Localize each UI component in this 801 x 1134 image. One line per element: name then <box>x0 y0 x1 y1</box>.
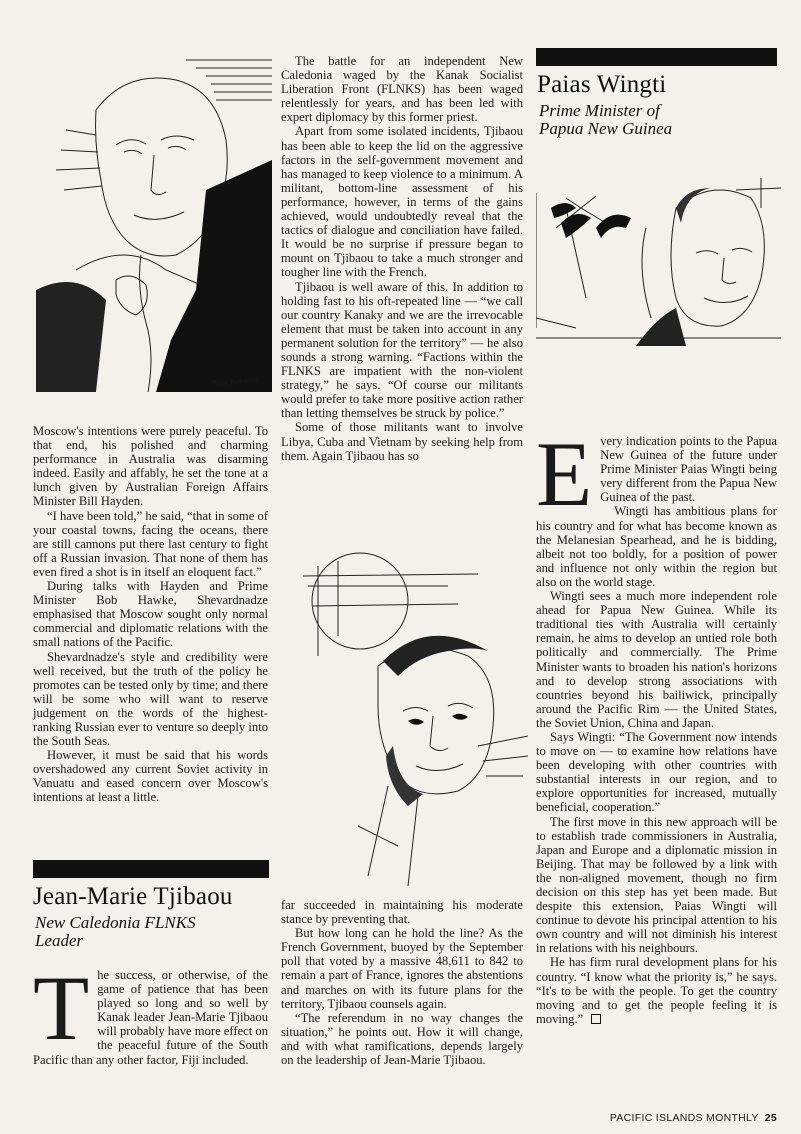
end-mark-icon <box>591 1014 601 1024</box>
tjibaou-portrait-illustration <box>298 546 528 896</box>
publication-name: PACIFIC ISLANDS MONTHLY <box>609 1112 759 1124</box>
tjibaou-intro <box>33 957 268 1067</box>
profile-role-tjibaou-line2: Leader <box>35 931 84 950</box>
illustrator-signature: Tony Roberts <box>211 375 258 389</box>
paragraph: Wingti has ambitious plans for his country and for what has become known as the Melanesian Spearhead, and he is bidding, albeit not too boldly, for a position of power and influence not only within the region but also on the world stage. <box>536 504 777 589</box>
paragraph: The battle for an independent New Caledonia waged by the Kanak Socialist Liberation Front (FLNKS) has been waged relentlessly for years, and has been led with expert diplomacy by this former priest. <box>281 54 523 125</box>
paragraph: Tjibaou is well aware of this. In addition to holding fast to his oft-repeated line — “we call our country Kanaky and we are the irrevocable element that must be taken into account in any permanent solution for the territory” — he also sounds a strong warning. “Factions within the FLNKS are impatient with the non-violent strategy,” he says. “Of course our militants would prefer to take more positive action rather than letting themselves be struck by police.” <box>281 279 523 421</box>
paragraph: Apart from some isolated incidents, Tjibaou has been able to keep the lid on the aggressive factors in the self-government movement and has managed to keep violence to a minimum. A militant, bottom-line assessment of his performance, however, in terms of the gains achieved, would undoubtedly reveal that the tactics of dialogue and conciliation have failed. It would be no surprise if pressure began to mount on Tjibaou to take a much stronger and tougher line with the French. <box>281 124 523 280</box>
paragraph: Says Wingti: “The Government now intends to move on — to examine how relations have been developing with other countries with substantial interests in our region, and to explore opportunities for increased, mutually beneficial, cooperation.” <box>536 729 777 815</box>
paragraph: During talks with Hayden and Prime Minister Bob Hawke, Shevardnadze emphasised that Moscow sought only normal commercial and diplomatic relations with the small nations of the Pacific. <box>33 579 268 650</box>
shevardnadze-portrait-illustration <box>36 40 272 392</box>
profile-role-tjibaou: New Caledonia FLNKS <box>35 913 196 932</box>
profile-name-tjibaou: Jean-Marie Tjibaou <box>33 883 233 910</box>
column-2-text <box>281 54 523 463</box>
profile-role-wingti-line2: Papua New Guinea <box>539 119 673 138</box>
paragraph: Shevardnadze's style and credibility were well received, but the truth of the policy he promotes can be tested only by time; and there will be some who will want to reserve judgement on the words of the highest-ranking Russian ever to venture so deeply into the South Seas. <box>33 649 269 749</box>
column-1-text <box>33 424 268 805</box>
paragraph: “I have been told,” he said, “that in some of your coastal towns, facing the oceans, there are still cannons put there last century to fight off a Russian invasion. That none of them has even fired a shot is in itself an eloquent fact.” <box>33 508 268 579</box>
paragraph: Wingti sees a much more independent role ahead for Papua New Guinea. While its traditional ties with Australia will certainly remain, he aims to develop an untied role both politically and commercially. The Prime Minister wants to broaden his nation's horizons and to develop strong associations with countries beyond his bailiwick, principally around the Pacific Rim — the United States, the Soviet Union, China and Japan. <box>536 589 777 730</box>
paragraph: far succeeded in maintaining his moderate stance by preventing that. <box>281 898 523 927</box>
page-footer <box>610 1112 777 1124</box>
paragraph: “The referendum in no way changes the situation,” he points out. How it will change, and with what ramifications, depends largely on the leadership of Jean-Marie Tjibaou. <box>281 1010 523 1068</box>
dropcap-e: E <box>536 423 593 525</box>
page-number: 25 <box>764 1112 777 1124</box>
paragraph: Some of those militants want to involve Libya, Cuba and Vietnam by seeking help from them. Again Tjibaou has so <box>281 420 523 463</box>
paragraph: But how long can he hold the line? As the French Government, buoyed by the September poll that voted by a massive 48,611 to 842 to remain a part of France, ignores the abstentions and marches on with its future plans for the territory, Tjibaou counsels again. <box>281 926 523 1011</box>
paragraph: very indication points to the Papua New Guinea of the future under Prime Minister Paias Wingti being very different from the Papua New Guinea of the past. <box>600 434 777 505</box>
paragraph: Moscow's intentions were purely peaceful. To that end, his polished and charming performance in Australia was disarming indeed. Easily and affably, he set the tone at a lunch given by Australian Foreign Affairs Minister Bill Hayden. <box>33 424 268 509</box>
profile-role-wingti: Prime Minister of <box>539 101 660 120</box>
paragraph: The first move in this new approach will be to establish trade commissioners in Australia, Japan and Europe and a diplomatic mission in Beijing. That may be followed by a link with the non-aligned movement, though no firm decision on this step has yet been made. But despite this extension, Paias Wingti will continue to devote his principal attention to his own country and will not diminish his interest in relations with his neighbours. <box>536 814 777 956</box>
paragraph <box>536 955 777 1025</box>
column-2-continued <box>281 898 523 1067</box>
dropcap-t: T <box>33 957 90 1059</box>
profile-name-wingti: Paias Wingti <box>537 71 667 98</box>
paragraph: However, it must be said that his words overshadowed any current Soviet activity in Vanuatu and eased concern over Moscow's intentions at least a little. <box>33 748 268 805</box>
section-bar-wingti <box>536 48 777 66</box>
column-3-text <box>536 423 777 1026</box>
paragraph-text: He has firm rural development plans for his country. “I know what the priority is,” he says. “It's to be with the people. To get the country moving and to get the people feeling it is moving.” <box>536 955 777 1026</box>
section-bar-tjibaou <box>33 860 269 878</box>
wingti-portrait-illustration <box>536 168 781 346</box>
paragraph: he success, or otherwise, of the game of patience that has been played so long and so well by Kanak leader Jean-Marie Tjibaou will probably have more effect on the peaceful future of the South Pacific than any other factor, Fiji included. <box>33 968 268 1067</box>
